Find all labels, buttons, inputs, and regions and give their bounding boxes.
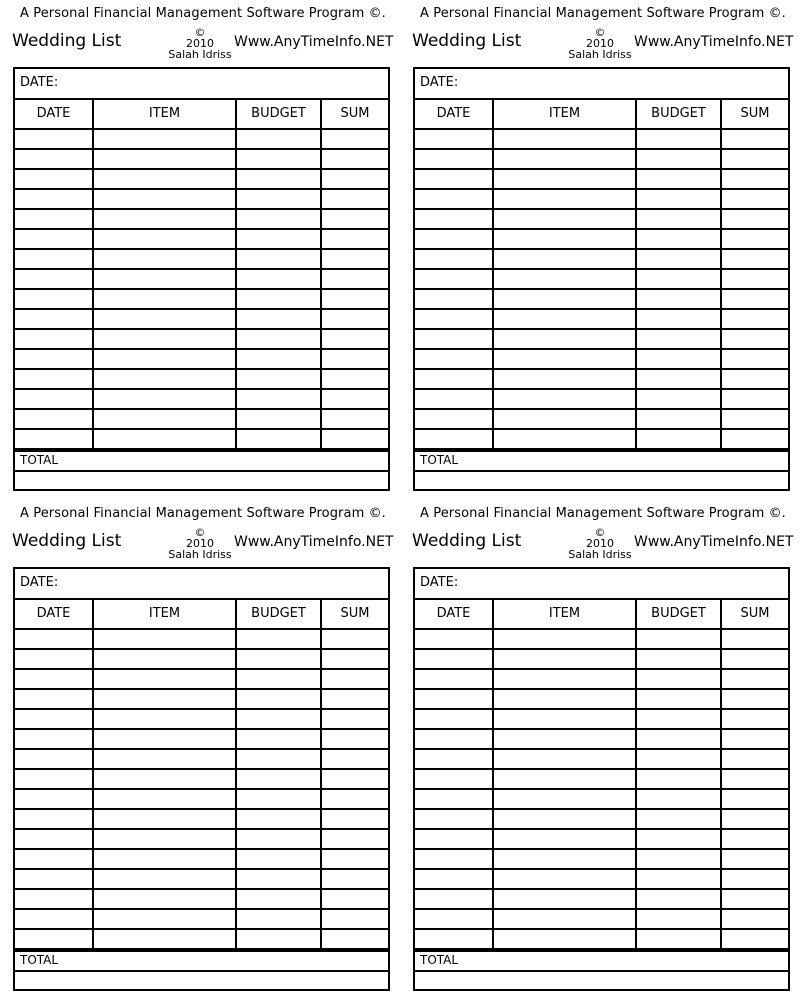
author-name: Salah Idriss	[568, 548, 632, 561]
table-row[interactable]	[415, 890, 788, 910]
column-header: ITEM	[94, 600, 235, 630]
table-row[interactable]	[15, 350, 388, 370]
table-body	[15, 130, 388, 450]
table-row[interactable]	[15, 930, 388, 950]
table-row[interactable]	[15, 850, 388, 870]
total-row[interactable]	[415, 950, 788, 972]
column-divider	[320, 100, 322, 450]
table-row[interactable]	[15, 210, 388, 230]
author-name: Salah Idriss	[568, 48, 632, 61]
table-row[interactable]	[415, 390, 788, 410]
table-row[interactable]	[415, 690, 788, 710]
table-row[interactable]	[415, 910, 788, 930]
table-row[interactable]	[415, 250, 788, 270]
table-row[interactable]	[15, 770, 388, 790]
column-header: BUDGET	[237, 100, 320, 130]
table-row[interactable]	[415, 370, 788, 390]
wedding-list-table	[413, 67, 790, 491]
table-row[interactable]	[415, 150, 788, 170]
date-field-label: DATE:	[420, 575, 459, 590]
table-row[interactable]	[415, 290, 788, 310]
sheet-title: Wedding List	[12, 531, 122, 551]
copyright-year: 2010	[186, 537, 214, 550]
copyright-symbol: ©	[594, 26, 606, 39]
table-row[interactable]	[15, 130, 388, 150]
column-header: SUM	[722, 600, 788, 630]
table-row[interactable]	[415, 750, 788, 770]
table-row[interactable]	[415, 330, 788, 350]
copyright-symbol: ©	[194, 26, 206, 39]
table-row[interactable]	[415, 170, 788, 190]
date-field-row[interactable]	[15, 69, 388, 100]
table-row[interactable]	[415, 630, 788, 650]
table-row[interactable]	[15, 830, 388, 850]
table-row[interactable]	[15, 690, 388, 710]
table-row[interactable]	[15, 410, 388, 430]
website-link: Www.AnyTimeInfo.NET	[634, 34, 794, 50]
website-link: Www.AnyTimeInfo.NET	[234, 34, 394, 50]
total-row[interactable]	[415, 450, 788, 472]
column-divider	[320, 600, 322, 950]
table-row[interactable]	[415, 410, 788, 430]
copyright-symbol: ©	[594, 526, 606, 539]
table-row[interactable]	[415, 870, 788, 890]
total-label: TOTAL	[20, 953, 59, 967]
column-header: BUDGET	[637, 100, 720, 130]
column-header: BUDGET	[637, 600, 720, 630]
table-row[interactable]	[15, 170, 388, 190]
author-name: Salah Idriss	[168, 548, 232, 561]
table-row[interactable]	[415, 190, 788, 210]
column-header: DATE	[415, 100, 492, 130]
table-row[interactable]	[415, 230, 788, 250]
date-field-row[interactable]	[415, 69, 788, 100]
wedding-list-sheet	[410, 500, 800, 1000]
table-row[interactable]	[15, 270, 388, 290]
table-row[interactable]	[15, 890, 388, 910]
total-row[interactable]	[15, 450, 388, 472]
table-body	[415, 130, 788, 450]
table-row[interactable]	[15, 730, 388, 750]
table-row[interactable]	[15, 810, 388, 830]
column-divider	[492, 100, 494, 450]
table-body	[15, 630, 388, 950]
date-field-label: DATE:	[20, 75, 59, 90]
table-row[interactable]	[415, 810, 788, 830]
date-field-row[interactable]	[415, 569, 788, 600]
table-row[interactable]	[415, 310, 788, 330]
column-header: DATE	[15, 600, 92, 630]
table-row[interactable]	[415, 210, 788, 230]
table-row[interactable]	[415, 130, 788, 150]
copyright-block	[560, 27, 640, 60]
tagline: A Personal Financial Management Software Program ©.	[420, 506, 786, 521]
column-divider	[235, 600, 237, 950]
copyright-symbol: ©	[194, 526, 206, 539]
column-header: ITEM	[94, 100, 235, 130]
table-row[interactable]	[15, 430, 388, 450]
column-divider	[92, 600, 94, 950]
column-header: ITEM	[494, 600, 635, 630]
copyright-block	[160, 527, 240, 560]
sheet-title: Wedding List	[12, 31, 122, 51]
website-link: Www.AnyTimeInfo.NET	[234, 534, 394, 550]
wedding-list-table	[13, 567, 390, 991]
table-row[interactable]	[15, 250, 388, 270]
table-row[interactable]	[15, 630, 388, 650]
date-field-row[interactable]	[15, 569, 388, 600]
copyright-block	[160, 27, 240, 60]
date-field-label: DATE:	[420, 75, 459, 90]
column-header: SUM	[722, 100, 788, 130]
table-row[interactable]	[15, 310, 388, 330]
wedding-list-sheet	[10, 0, 400, 500]
table-row[interactable]	[415, 650, 788, 670]
wedding-list-sheet	[10, 500, 400, 1000]
column-header: SUM	[322, 600, 388, 630]
table-row[interactable]	[15, 150, 388, 170]
column-divider	[235, 100, 237, 450]
copyright-year: 2010	[186, 37, 214, 50]
column-divider	[635, 100, 637, 450]
table-row[interactable]	[15, 290, 388, 310]
tagline: A Personal Financial Management Software Program ©.	[20, 506, 386, 521]
table-row[interactable]	[415, 350, 788, 370]
table-row[interactable]	[415, 830, 788, 850]
table-row[interactable]	[15, 330, 388, 350]
wedding-list-table	[413, 567, 790, 991]
table-body	[415, 630, 788, 950]
total-label: TOTAL	[420, 953, 459, 967]
table-row[interactable]	[415, 730, 788, 750]
total-label: TOTAL	[20, 453, 59, 467]
copyright-year: 2010	[586, 37, 614, 50]
table-row[interactable]	[15, 190, 388, 210]
table-row[interactable]	[415, 850, 788, 870]
table-row[interactable]	[15, 230, 388, 250]
sheet-title: Wedding List	[412, 31, 522, 51]
table-row[interactable]	[415, 710, 788, 730]
column-header: DATE	[415, 600, 492, 630]
table-row[interactable]	[15, 370, 388, 390]
table-row[interactable]	[15, 750, 388, 770]
table-row[interactable]	[415, 930, 788, 950]
column-divider	[720, 600, 722, 950]
table-row[interactable]	[15, 910, 388, 930]
table-row[interactable]	[15, 870, 388, 890]
wedding-list-sheet	[410, 0, 800, 500]
column-divider	[720, 100, 722, 450]
tagline: A Personal Financial Management Software Program ©.	[20, 6, 386, 21]
table-row[interactable]	[415, 270, 788, 290]
column-divider	[492, 600, 494, 950]
website-link: Www.AnyTimeInfo.NET	[634, 534, 794, 550]
tagline: A Personal Financial Management Software Program ©.	[420, 6, 786, 21]
date-field-label: DATE:	[20, 575, 59, 590]
table-row[interactable]	[415, 430, 788, 450]
copyright-block	[560, 527, 640, 560]
column-divider	[92, 100, 94, 450]
total-row[interactable]	[15, 950, 388, 972]
wedding-list-table	[13, 67, 390, 491]
column-header: BUDGET	[237, 600, 320, 630]
author-name: Salah Idriss	[168, 48, 232, 61]
table-row[interactable]	[15, 790, 388, 810]
column-header: ITEM	[494, 100, 635, 130]
column-divider	[635, 600, 637, 950]
table-row[interactable]	[15, 390, 388, 410]
table-row[interactable]	[15, 670, 388, 690]
total-label: TOTAL	[420, 453, 459, 467]
column-header: DATE	[15, 100, 92, 130]
table-row[interactable]	[415, 770, 788, 790]
table-row[interactable]	[15, 710, 388, 730]
column-header: SUM	[322, 100, 388, 130]
table-row[interactable]	[415, 670, 788, 690]
table-row[interactable]	[15, 650, 388, 670]
table-row[interactable]	[415, 790, 788, 810]
copyright-year: 2010	[586, 537, 614, 550]
sheet-title: Wedding List	[412, 531, 522, 551]
